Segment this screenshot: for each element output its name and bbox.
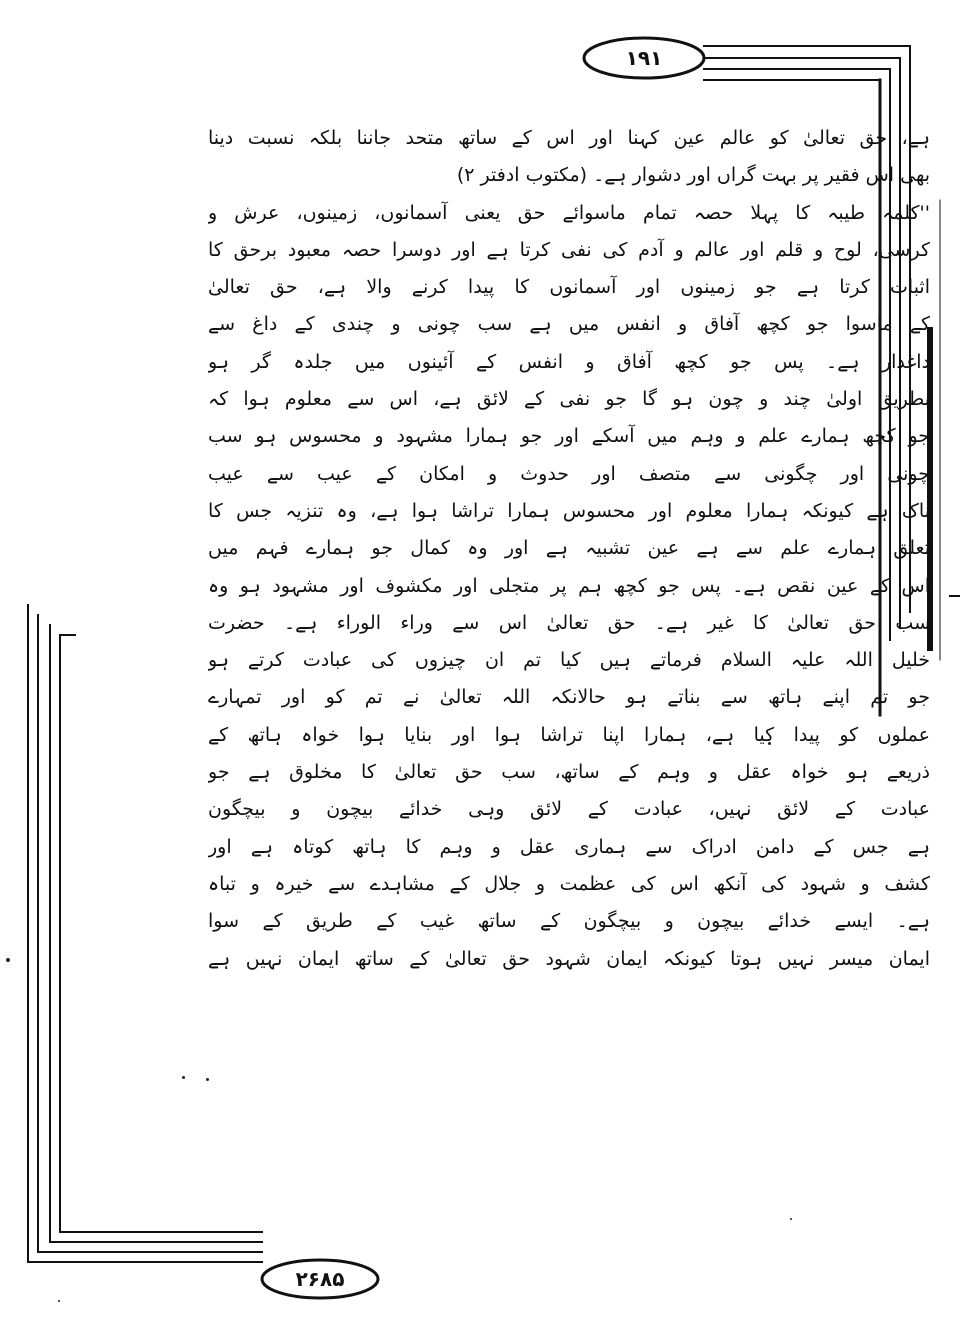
- text-line: کشف و شہود کی آنکھ اس کی عظمت و جلال کے مشاہدے سے خیرہ و تباہ: [208, 872, 930, 895]
- scan-speck: [58, 1300, 60, 1302]
- scan-speck: [6, 958, 10, 962]
- text-line: اس کے عین نقص ہے۔ پس جو کچھ ہم پر متجلی اور مکشوف اور مشہود ہو وہ: [208, 574, 930, 597]
- text-line: ناک ہے کیونکہ ہمارا معلوم اور محسوس ہمارا تراشا ہوا ہے، وہ تنزیہ جس کا: [208, 499, 930, 522]
- text-line: خلیل اللہ علیہ السلام فرماتے ہیں کیا تم ان چیزوں کی عبادت کرتے ہو: [208, 649, 930, 672]
- text-line: کے ماسوا جو کچھ آفاق و انفس میں ہے سب چونی و چندی کے داغ سے: [208, 313, 930, 336]
- text-line: عبادت کے لائق نہیں، عبادت کے لائق وہی خدائے بیچون و بیچگون: [208, 798, 930, 821]
- body-text: [208, 120, 930, 978]
- text-line: ایمان میسر نہیں ہوتا کیونکہ ایمان شہود حق تعالیٰ کے ساتھ ایمان نہیں ہے: [208, 947, 930, 970]
- text-line: ''کلمہ طیبہ کا پہلا حصہ تمام ماسوائے حق یعنی آسمانوں، زمینوں، عرش و: [208, 201, 930, 224]
- text-line: اثبات کرتا ہے جو زمینوں اور آسمانوں کا پیدا کرنے والا ہے، حق تعالیٰ: [208, 276, 930, 299]
- text-line: ہے۔ ایسے خدائے بیچون و بیچگون کے ساتھ غیب کے طریق کے سوا: [208, 910, 930, 933]
- text-line: ہے، حق تعالیٰ کو عالم عین کہنا اور اس کے ساتھ متحد جاننا بلکہ نسبت دینا: [208, 127, 930, 149]
- scan-speck: [182, 1076, 185, 1079]
- text-line: بطریق اولیٰ چند و چون ہو گا جو نفی کے لائق ہے، اس سے معلوم ہوا کہ: [208, 388, 930, 411]
- text-line: داغدار ہے۔ پس جو کچھ آفاق و انفس کے آئینوں میں جلدہ گر ہو: [208, 350, 930, 373]
- text-line: ذریعے ہو خواہ عقل و وہم کے ساتھ، سب حق تعالیٰ کا مخلوق ہے جو: [208, 761, 930, 784]
- text-line: عملوں کو پیدا کیا ہے، ہمارا اپنا تراشا ہوا اور بنایا ہوا خواہ ہاتھ کے: [208, 723, 930, 746]
- header-page-number: ۱۹۱: [625, 46, 663, 70]
- text-line: جو کچھ ہمارے علم و وہم میں آسکے اور جو ہمارا مشہود و محسوس ہو سب: [208, 425, 930, 448]
- text-line: کرسی، لوح و قلم اور عالم و آدم کی نفی کرتا ہے اور دوسرا حصہ معبود برحق کا: [208, 238, 930, 261]
- text-line: تعلق ہمارے علم سے ہے عین تشبیہ ہے اور وہ کمال جو ہمارے فہم میں: [208, 537, 930, 560]
- footer-page-number: ۲۶۸۵: [295, 1267, 345, 1291]
- scan-speck: [206, 1078, 209, 1081]
- text-line: جو تم اپنے ہاتھ سے بناتے ہو حالانکہ اللہ تعالیٰ نے تم کو اور تمہارے: [208, 686, 930, 709]
- text-line: ہے جس کے دامن ادراک سے ہماری عقل و وہم کا ہاتھ کوتاہ ہے اور: [208, 835, 930, 858]
- text-line: چونی اور چگونی سے متصف اور حدوث و امکان کے عیب سے عیب: [208, 462, 930, 485]
- scan-speck: [790, 1218, 792, 1220]
- text-line: بھی اس فقیر پر بہت گراں اور دشوار ہے۔ (مکتوب ادفتر ۲): [456, 164, 930, 187]
- text-line: سب حق تعالیٰ کا غیر ہے۔ حق تعالیٰ اس سے وراء الوراء ہے۔ حضرت: [208, 611, 930, 634]
